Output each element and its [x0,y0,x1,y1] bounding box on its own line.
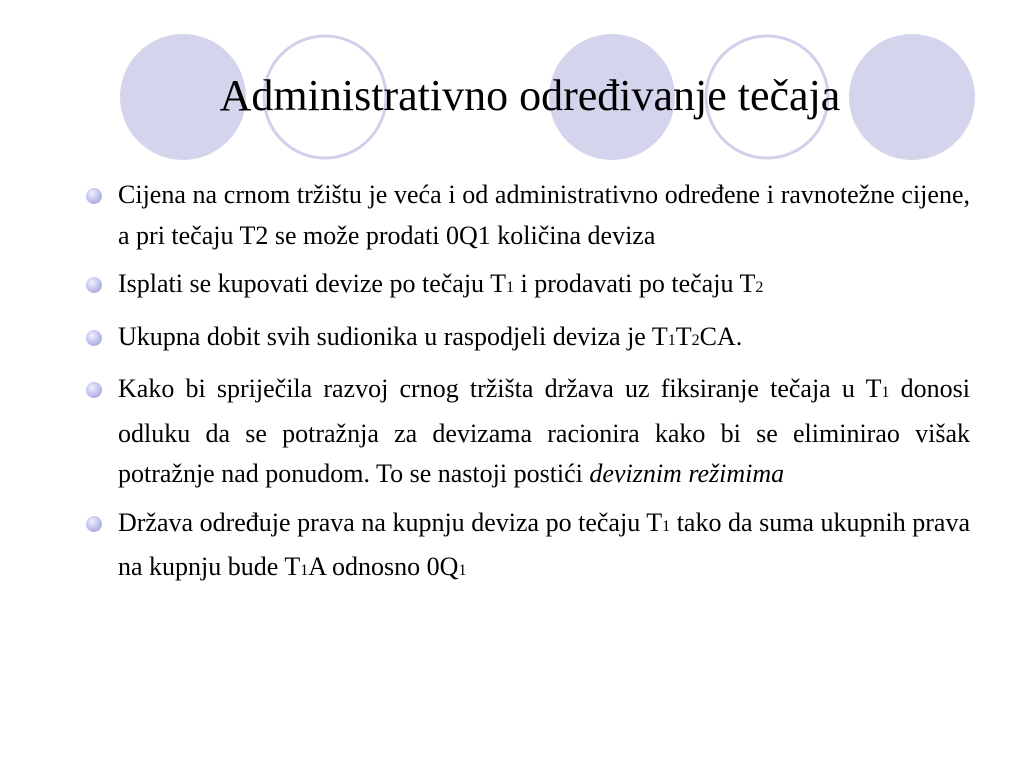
bullet-item [86,503,970,592]
bullet-item [86,317,970,362]
subscript: 2 [755,279,764,296]
text-run: Ukupna dobit svih sudionika u raspodjeli deviza je T [118,321,668,351]
text-run: Isplati se kupovati devize po tečaju T [118,269,506,298]
text-run: CA. [699,321,743,351]
emphasis-text: deviznim režimima [589,459,785,488]
subscript: 1 [881,384,890,401]
bullet-text [118,269,763,298]
bullet-dot-icon [86,277,102,293]
text-run: donosi odluku da se potražnja za devizama racionira kako bi se eliminirao višak potražnje nad ponudom. To se nastoji postići [118,374,971,488]
bullet-text [118,374,970,488]
bullet-text [118,180,970,250]
bullet-item [86,175,970,256]
text-run: Cijena na crnom tržištu je veća i od administrativno određene i ravnotežne cijene, a pri tečaju T2 se može prodati 0Q1 količina deviza [118,180,970,250]
text-run: A odnosno 0Q [308,552,459,581]
text-run: T [675,321,692,351]
bullet-dot-icon [86,330,102,346]
bullet-text [118,508,970,582]
subscript: 1 [300,562,309,579]
subscript: 1 [505,279,514,296]
text-run: tako da suma ukupnih prava na kupnju bude T [118,507,970,581]
subscript: 1 [667,331,676,349]
subscript: 1 [662,517,671,535]
bullet-dot-icon [86,382,102,398]
text-run: Kako bi spriječila razvoj crnog tržišta država uz fiksiranje tečaja u T [118,374,882,403]
bullet-item [86,264,970,309]
bullet-dot-icon [86,516,102,532]
bullet-list [86,175,970,600]
text-run: i prodavati po tečaju T [513,269,756,298]
slide-title: Administrativno određivanje tečaja [219,71,841,120]
subscript: 2 [691,331,700,349]
text-run: Država određuje prava na kupnju deviza po tečaju T [118,507,663,537]
bullet-dot-icon [86,188,102,204]
subscript: 1 [458,562,467,579]
bullet-item [86,369,970,495]
bullet-text [118,322,742,351]
